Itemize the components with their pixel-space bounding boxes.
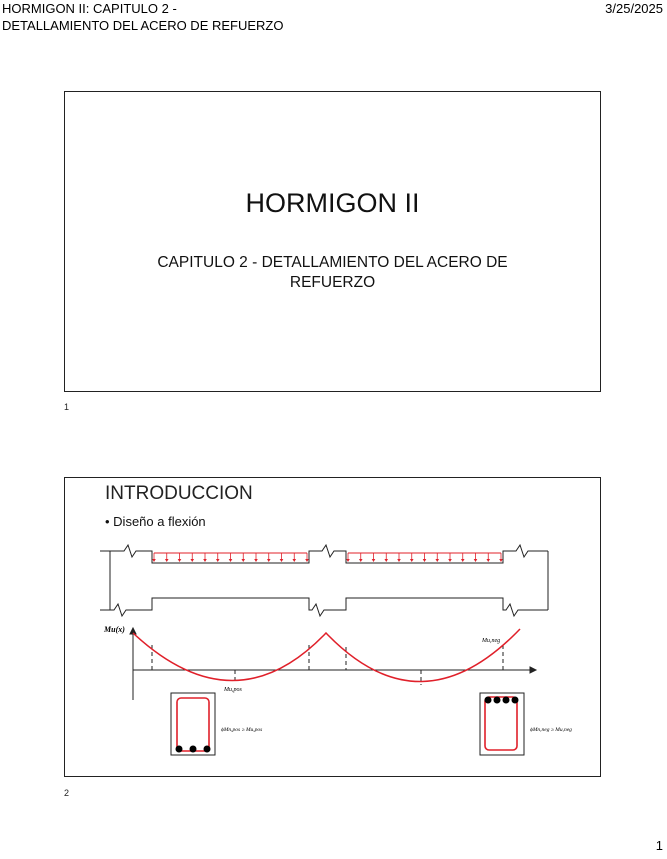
positive-section-label: ϕMn,pos ≥ Mu,pos <box>220 726 262 733</box>
negative-moment-section <box>480 693 524 755</box>
section-dashed-lines <box>152 645 503 685</box>
load-arrow-head <box>358 559 362 562</box>
load-arrow-head <box>228 559 232 562</box>
load-arrow-head <box>499 559 503 562</box>
load-arrow-head <box>409 559 413 562</box>
slide-1-subtitle: CAPITULO 2 - DETALLAMIENTO DEL ACERO DE REFUERZO <box>157 254 508 291</box>
load-arrow-head <box>203 559 207 562</box>
load-arrow-head <box>292 559 296 562</box>
header-title-line1: HORMIGON II: CAPITULO 2 - <box>2 1 177 16</box>
load-arrow-head <box>422 559 426 562</box>
distributed-load-left <box>152 553 309 562</box>
negative-section-label: ϕMn,neg ≥ Mu,neg <box>529 726 572 733</box>
load-arrow-head <box>384 559 388 562</box>
flexure-diagram <box>64 477 601 777</box>
header-date: 3/25/2025 <box>605 1 663 16</box>
load-arrow-head <box>305 559 309 562</box>
load-arrow-head <box>397 559 401 562</box>
load-arrow-head <box>164 559 168 562</box>
load-arrow-head <box>241 559 245 562</box>
load-arrow-head <box>279 559 283 562</box>
moment-axis-label: Mu(x) <box>103 624 125 634</box>
moment-axes <box>130 628 536 700</box>
positive-moment-label: Mu,pos <box>223 686 242 693</box>
load-arrow-head <box>460 559 464 562</box>
page-number: 1 <box>655 838 663 853</box>
load-arrow-head <box>371 559 375 562</box>
load-arrow-head <box>215 559 219 562</box>
slide-2-number: 2 <box>64 788 70 798</box>
load-arrow-head <box>190 559 194 562</box>
load-arrow-head <box>177 559 181 562</box>
distributed-load-right <box>346 553 503 562</box>
load-arrow-head <box>435 559 439 562</box>
document-header-title <box>2 0 283 34</box>
load-arrow-head <box>448 559 452 562</box>
negative-moment-label: Mu,neg <box>481 637 500 644</box>
load-arrow-head <box>254 559 258 562</box>
load-arrow-head <box>473 559 477 562</box>
load-arrow-head <box>486 559 490 562</box>
load-arrow-head <box>346 559 350 562</box>
positive-moment-section <box>171 693 215 755</box>
beam-elevation <box>100 545 548 616</box>
header-title-line2: DETALLAMIENTO DEL ACERO DE REFUERZO <box>2 18 284 33</box>
load-arrow-head <box>266 559 270 562</box>
slide-1-number: 1 <box>64 402 70 412</box>
load-arrow-head <box>152 559 156 562</box>
slide-2-bullet: • Diseño a flexión <box>105 514 206 529</box>
slide-1 <box>64 91 601 392</box>
moment-curve <box>133 629 520 682</box>
slide-2-title: INTRODUCCION <box>105 483 253 504</box>
slide-2 <box>64 477 601 777</box>
slide-1-title: HORMIGON II <box>245 188 420 218</box>
